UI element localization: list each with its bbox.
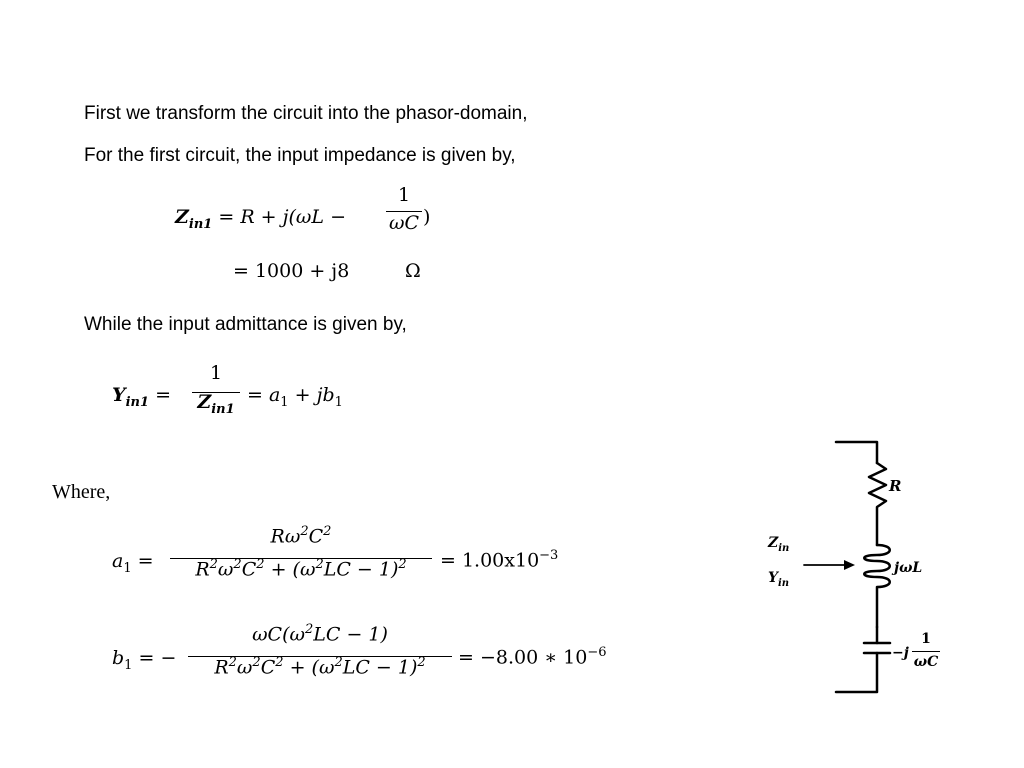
circuit-label-capacitor-den: ωC [913, 654, 939, 670]
zin-equation [175, 206, 346, 232]
a1-result [440, 548, 558, 571]
a1-numerator: $R\omega^2C^2$ [270, 524, 332, 548]
a1-result-exponent: −3 [539, 548, 559, 563]
a1-fraction [168, 524, 434, 581]
intro-line-1: First we transform the circuit into the phasor-domain, [84, 103, 528, 124]
yin-rhs-a: = a [247, 384, 281, 406]
yin-frac-bar [192, 392, 240, 393]
zin-lhs-subscript: in1 [188, 216, 213, 232]
zin-unit-ohm: Ω [405, 260, 421, 282]
zin-equals: = [218, 206, 235, 228]
circuit-label-capacitor-prefix: −j [892, 645, 909, 661]
intro-line-2: For the first circuit, the input impedance is given by, [84, 145, 516, 166]
a1-lhs [112, 550, 154, 576]
yin-den-symbol: Z [197, 391, 212, 413]
circuit-label-zin: $Z_{in}$ [768, 535, 790, 554]
inductor-icon [864, 545, 890, 627]
where-label: Where, [52, 481, 111, 503]
resistor-icon [869, 463, 886, 545]
yin-rhs-a-sub: 1 [280, 394, 289, 410]
b1-equals: = − [138, 647, 177, 669]
yin-fraction [190, 362, 242, 417]
input-arrow-icon [844, 560, 855, 570]
yin-lhs-symbol: Y [112, 384, 126, 406]
yin-frac-numerator: 1 [209, 362, 223, 384]
circuit-bottom-wire [836, 653, 877, 692]
b1-result-value: = −8.00 ∗ 10 [458, 646, 588, 669]
a1-equals: = [137, 550, 154, 572]
zin-frac-numerator: 1 [397, 184, 411, 206]
circuit-label-capacitor-bar [912, 651, 940, 652]
b1-result-exponent: −6 [587, 645, 607, 660]
circuit-label-capacitor-num: 1 [921, 631, 931, 647]
b1-numerator: $\omega C(\omega^2LC - 1)$ [252, 622, 388, 646]
zin-frac-denominator: ωC [388, 212, 420, 234]
yin-lhs [112, 384, 171, 410]
a1-denominator: $R^2\omega^2C^2 + (\omega^2LC - 1)^2$ [195, 557, 407, 581]
yin-den-subscript: in1 [211, 401, 235, 417]
yin-frac-denominator [190, 391, 242, 417]
b1-denominator: $R^2\omega^2C^2 + (\omega^2LC - 1)^2$ [214, 655, 426, 679]
circuit-label-yin: $Y_{in}$ [768, 570, 790, 589]
a1-lhs-subscript: 1 [123, 560, 132, 576]
yin-rhs [247, 384, 343, 410]
yin-lhs-subscript: in1 [125, 394, 150, 410]
yin-rhs-b: + jb [288, 384, 335, 406]
zin-fraction [384, 184, 424, 234]
yin-equals: = [155, 384, 171, 406]
admittance-intro: While the input admittance is given by, [84, 314, 407, 335]
zin-line-2: = 1000 + j8 [233, 260, 350, 282]
yin-rhs-b-sub: 1 [334, 394, 343, 410]
zin-frac-bar [386, 211, 422, 212]
a1-frac-bar [170, 558, 432, 559]
b1-lhs-symbol: b [112, 647, 125, 669]
a1-result-value: = 1.00x10 [440, 549, 540, 572]
b1-lhs-subscript: 1 [124, 657, 133, 673]
circuit-label-inductor: jωL [894, 560, 923, 576]
b1-frac-bar [188, 656, 452, 657]
zin-lhs-symbol: Z [175, 206, 189, 228]
b1-lhs [112, 647, 176, 673]
a1-lhs-symbol: a [112, 550, 124, 572]
zin-rhs-close: ) [423, 206, 431, 228]
b1-result [458, 645, 607, 668]
zin-rhs-prefix: R + j(ωL − [240, 206, 347, 228]
circuit-label-r: R [889, 477, 902, 495]
circuit-top-wire [836, 442, 877, 463]
b1-fraction [186, 622, 454, 679]
